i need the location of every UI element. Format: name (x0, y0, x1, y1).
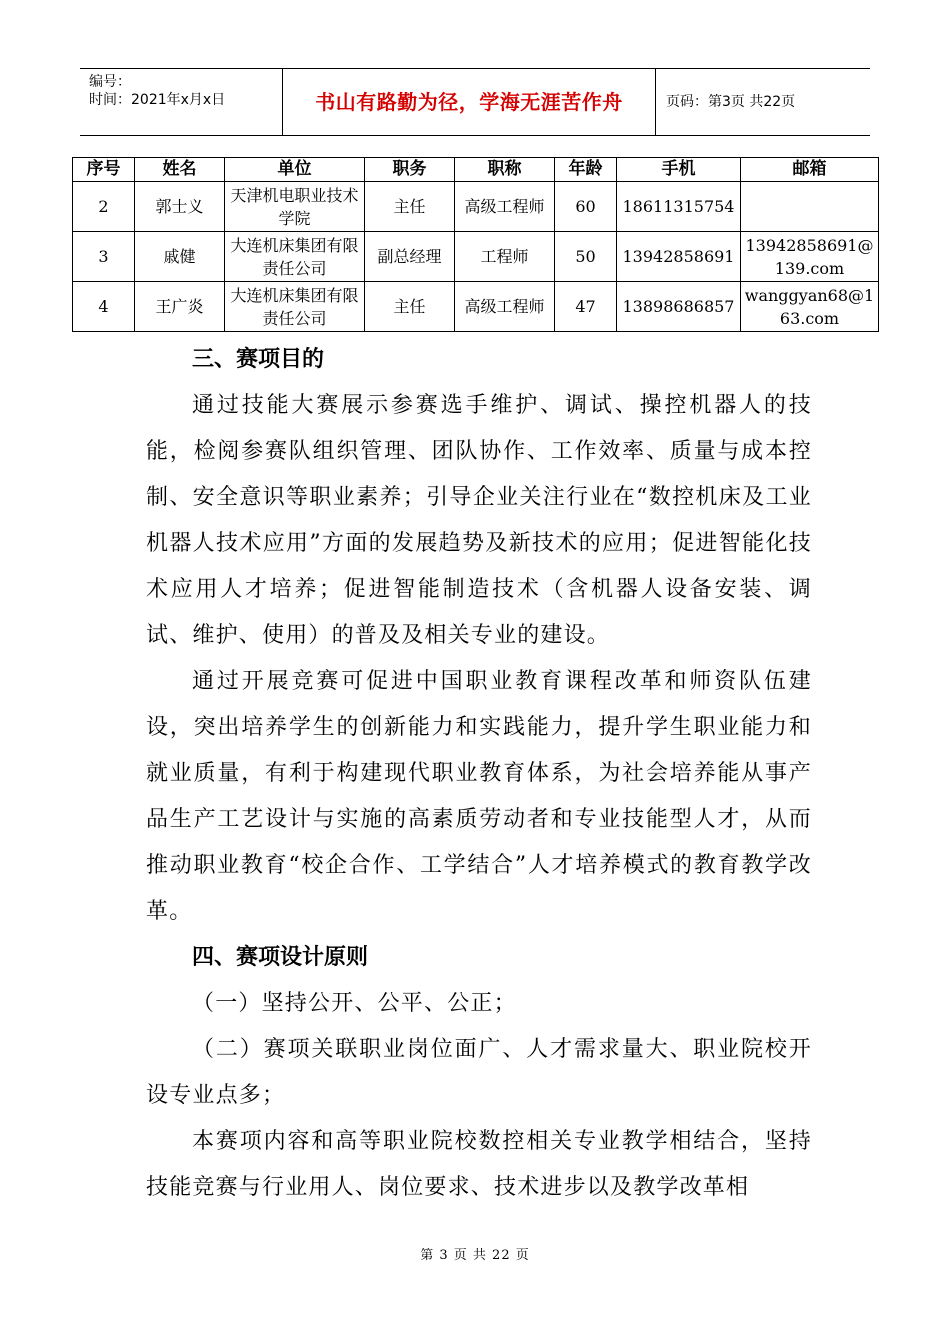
table-header-row (73, 158, 879, 182)
paragraph: 本赛项内容和高等职业院校数控相关专业教学相结合，坚持技能竞赛与行业用人、岗位要求、技术进步以及教学改革相 (146, 1129, 812, 1200)
list-item: （一）坚持公开、公平、公正； (192, 991, 517, 1016)
page-footer: 第 3 页 共 22 页 (420, 1248, 530, 1263)
cell-phone: 18611315754 (617, 182, 741, 232)
cell-email: wanggyan68@163.com (741, 282, 879, 332)
column-header: 手机 (617, 158, 741, 182)
cell-position: 主任 (365, 182, 455, 232)
table-row (73, 282, 879, 332)
cell-unit: 大连机床集团有限责任公司 (225, 232, 365, 282)
cell-number: 4 (73, 282, 135, 332)
cell-position: 副总经理 (365, 232, 455, 282)
document-number-label: 编号： (89, 74, 131, 90)
paragraph: 通过开展竞赛可促进中国职业教育课程改革和师资队伍建设，突出培养学生的创新能力和实践能力，提升学生职业能力和就业质量，有利于构建现代职业教育体系，为社会培养能从事产品生产工艺设计与实施的高素质劳动者和专业技能型人才，从而推动职业教育“校企合作、工学结合”人才培养模式的教育教学改革。 (146, 669, 812, 924)
header-page-number: 页码：第3页 共22页 (666, 94, 796, 110)
paragraph: 通过技能大赛展示参赛选手维护、调试、操控机器人的技能，检阅参赛队组织管理、团队协作、工作效率、质量与成本控制、安全意识等职业素养；引导企业关注行业在“数控机床及工业机器人技术应用”方面的发展趋势及新技术的应用；促进智能化技术应用人才培养；促进智能制造技术（含机器人设备安装、调试、维护、使用）的普及及相关专业的建设。 (146, 393, 812, 648)
cell-phone: 13942858691 (617, 232, 741, 282)
header-meta (80, 69, 283, 135)
list-item: （二）赛项关联职业岗位面广、人才需求量大、职业院校开设专业点多； (146, 1037, 812, 1108)
page-header (80, 68, 870, 136)
cell-unit: 天津机电职业技术学院 (225, 182, 365, 232)
column-header: 序号 (73, 158, 135, 182)
cell-name: 戚健 (135, 232, 225, 282)
column-header: 单位 (225, 158, 365, 182)
cell-phone: 13898686857 (617, 282, 741, 332)
document-body (146, 337, 812, 1211)
cell-name: 王广炎 (135, 282, 225, 332)
cell-age: 50 (555, 232, 617, 282)
cell-unit: 大连机床集团有限责任公司 (225, 282, 365, 332)
column-header: 职称 (455, 158, 555, 182)
cell-age: 60 (555, 182, 617, 232)
table-row (73, 232, 879, 282)
table-row (73, 182, 879, 232)
column-header: 姓名 (135, 158, 225, 182)
section-heading-principles: 四、赛项设计原则 (192, 945, 369, 970)
member-table (72, 157, 879, 332)
cell-name: 郭士义 (135, 182, 225, 232)
column-header: 年龄 (555, 158, 617, 182)
cell-number: 2 (73, 182, 135, 232)
cell-position: 主任 (365, 282, 455, 332)
cell-number: 3 (73, 232, 135, 282)
cell-title: 高级工程师 (455, 182, 555, 232)
cell-age: 47 (555, 282, 617, 332)
section-heading-purpose: 三、赛项目的 (192, 347, 325, 372)
cell-email (741, 182, 879, 232)
cell-title: 高级工程师 (455, 282, 555, 332)
cell-email: 13942858691@139.com (741, 232, 879, 282)
column-header: 邮箱 (741, 158, 879, 182)
cell-title: 工程师 (455, 232, 555, 282)
document-date-label: 时间：2021年x月x日 (89, 92, 226, 108)
header-motto: 书山有路勤为径，学海无涯苦作舟 (283, 69, 656, 135)
column-header: 职务 (365, 158, 455, 182)
